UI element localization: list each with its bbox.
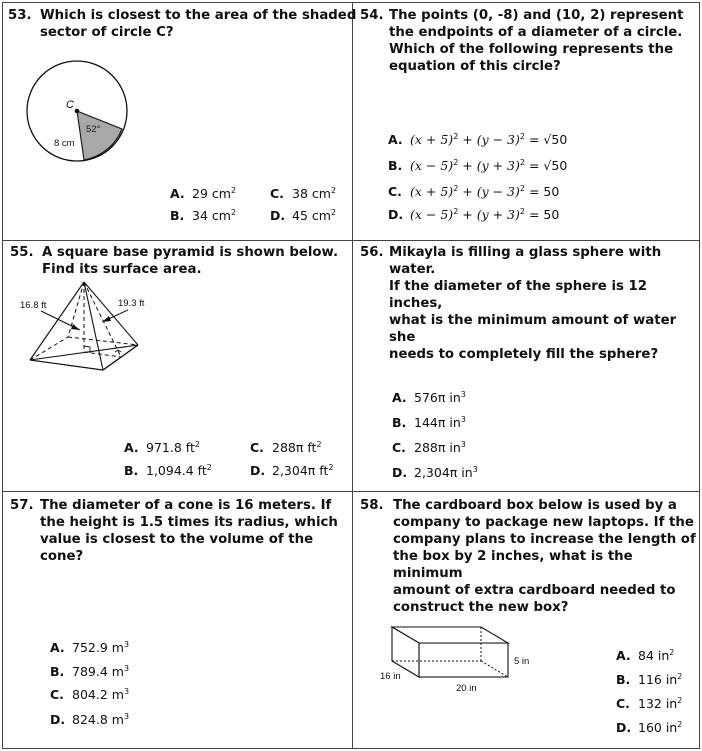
answer-a[interactable]: A. 84 $in^2$ (616, 648, 675, 663)
question-number: 57. (10, 498, 34, 513)
question-text: A square base pyramid is shown below. Find its surface area. (42, 245, 339, 277)
answer-d[interactable]: D. 824.8 $m^3$ (50, 712, 130, 727)
question-number: 53. (8, 8, 32, 23)
center-label: C (66, 99, 74, 111)
grid-border-right (699, 2, 700, 749)
answer-d[interactable]: D. 160 $in^2$ (616, 720, 683, 735)
question-number: 54. (360, 8, 384, 23)
box-diagram (0, 0, 1, 1)
grid-divider-row2 (2, 491, 700, 492)
answer-b[interactable]: B. 116 $in^2$ (616, 672, 683, 687)
answer-a[interactable]: A. 29 $cm^2$ (170, 186, 237, 201)
angle-label: 52° (86, 124, 101, 135)
answer-d[interactable]: D. 2,304π $ft^2$ (250, 463, 334, 478)
question-text: Which is closest to the area of the shaded sector of circle C? (40, 8, 357, 40)
answer-c[interactable]: C. $(x + 5)^2 + (y - 3)^2 = 50$ (388, 184, 560, 199)
grid-border-left (2, 2, 3, 749)
answer-b[interactable]: B. $(x - 5)^2 + (y + 3)^2 = √50$ (388, 158, 568, 173)
question-text: The cardboard box below is used by a company to package new laptops. If the company plans to increase the length of the box by 2 inches, what is the minimum amount of extra cardboard needed to construct the new box? (393, 498, 696, 615)
answer-b[interactable]: B. 1,094.4 $ft^2$ (124, 463, 212, 478)
question-number: 58. (360, 498, 384, 513)
answer-a[interactable]: A. 971.8 $ft^2$ (124, 440, 200, 455)
box-front-face (419, 643, 508, 677)
grid-border-bottom (2, 748, 700, 749)
slant-label: 19.3 ft (118, 298, 145, 309)
answer-c[interactable]: C. 288π $ft^2$ (250, 440, 322, 455)
grid-divider-vertical (352, 2, 353, 749)
height-label: 5 in (514, 656, 530, 667)
answer-d[interactable]: D. $(x - 5)^2 + (y + 3)^2 = 50$ (388, 207, 560, 222)
question-text: Mikayla is filling a glass sphere with water. If the diameter of the sphere is 12 inches, what is the minimum amount of water she needs to completely fill the sphere? (389, 245, 677, 362)
answer-c[interactable]: C. 804.2 $m^3$ (50, 687, 130, 702)
answer-a[interactable]: A. $(x + 5)^2 + (y - 3)^2 = √50$ (388, 132, 568, 147)
question-number: 56. (360, 245, 384, 260)
edge-label: 16.8 ft (20, 300, 47, 311)
grid-divider-row1 (2, 240, 700, 241)
pyramid-base-hidden-2 (68, 337, 138, 345)
answer-c[interactable]: C. 38 $cm^2$ (270, 186, 337, 201)
answer-b[interactable]: B. 144π $in^3$ (392, 415, 466, 430)
question-number: 55. (10, 245, 34, 260)
radius-label: 8 cm (54, 138, 75, 149)
width-label: 16 in (380, 671, 401, 682)
answer-c[interactable]: C. 132 $in^2$ (616, 696, 683, 711)
question-text: The points (0, -8) and (10, 2) represent the endpoints of a diameter of a circle. Which of the following represents the equation of this circle? (389, 8, 684, 74)
question-text: The diameter of a cone is 16 meters. If the height is 1.5 times its radius, which value is closest to the volume of the cone? (40, 498, 338, 564)
answer-c[interactable]: C. 288π $in^3$ (392, 440, 466, 455)
answer-a[interactable]: A. 576π $in^3$ (392, 390, 466, 405)
pyramid-base-hidden-1 (30, 337, 68, 360)
grid-border-top (2, 2, 700, 3)
length-label: 20 in (456, 683, 477, 694)
answer-b[interactable]: B. 789.4 $m^3$ (50, 664, 130, 679)
answer-d[interactable]: D. 2,304π $in^3$ (392, 465, 478, 480)
answer-a[interactable]: A. 752.9 $m^3$ (50, 640, 130, 655)
answer-b[interactable]: B. 34 $cm^2$ (170, 208, 237, 223)
answer-d[interactable]: D. 45 $cm^2$ (270, 208, 337, 223)
